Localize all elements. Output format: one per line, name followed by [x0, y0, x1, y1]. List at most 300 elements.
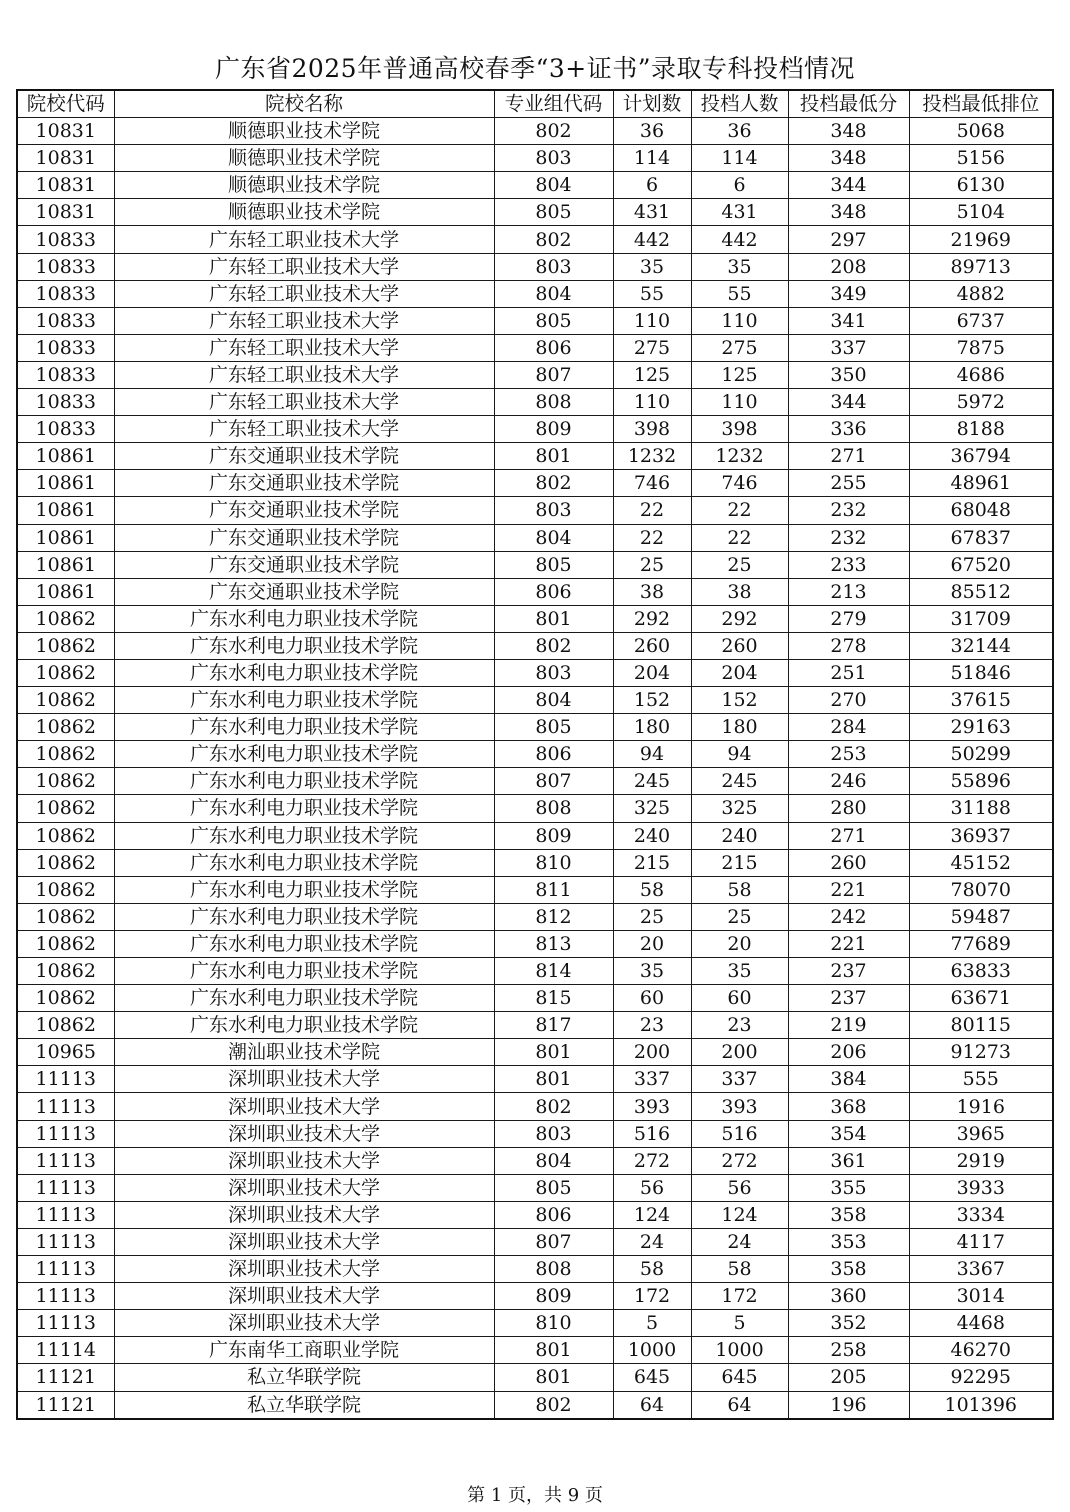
cell-admitted-count: 25 — [691, 551, 788, 578]
cell-school-name: 深圳职业技术大学 — [114, 1120, 494, 1147]
cell-school-code: 11113 — [17, 1283, 114, 1310]
cell-min-score: 353 — [788, 1228, 909, 1255]
cell-group-code: 803 — [494, 659, 613, 686]
cell-min-score: 196 — [788, 1391, 909, 1419]
cell-min-rank: 101396 — [909, 1391, 1053, 1419]
cell-min-score: 208 — [788, 253, 909, 280]
cell-min-rank: 45152 — [909, 849, 1053, 876]
cell-group-code: 811 — [494, 876, 613, 903]
cell-school-name: 广东水利电力职业技术学院 — [114, 768, 494, 795]
cell-plan-count: 645 — [613, 1364, 691, 1391]
cell-group-code: 809 — [494, 416, 613, 443]
cell-school-code: 10861 — [17, 470, 114, 497]
cell-min-score: 284 — [788, 714, 909, 741]
cell-admitted-count: 60 — [691, 985, 788, 1012]
table-row — [17, 822, 1053, 849]
cell-min-rank: 59487 — [909, 903, 1053, 930]
cell-group-code: 807 — [494, 1228, 613, 1255]
cell-min-score: 270 — [788, 687, 909, 714]
cell-school-name: 顺德职业技术学院 — [114, 199, 494, 226]
cell-plan-count: 200 — [613, 1039, 691, 1066]
table-row — [17, 1310, 1053, 1337]
cell-admitted-count: 645 — [691, 1364, 788, 1391]
cell-admitted-count: 25 — [691, 903, 788, 930]
cell-min-rank: 48961 — [909, 470, 1053, 497]
cell-school-code: 10862 — [17, 795, 114, 822]
cell-group-code: 804 — [494, 172, 613, 199]
cell-min-rank: 46270 — [909, 1337, 1053, 1364]
cell-group-code: 804 — [494, 687, 613, 714]
table-row — [17, 416, 1053, 443]
cell-group-code: 801 — [494, 1364, 613, 1391]
cell-min-rank: 51846 — [909, 659, 1053, 686]
cell-school-name: 顺德职业技术学院 — [114, 118, 494, 145]
cell-plan-count: 23 — [613, 1012, 691, 1039]
cell-admitted-count: 431 — [691, 199, 788, 226]
table-row — [17, 1120, 1053, 1147]
cell-school-code: 10861 — [17, 524, 114, 551]
table-row — [17, 172, 1053, 199]
cell-min-rank: 1916 — [909, 1093, 1053, 1120]
cell-group-code: 801 — [494, 1066, 613, 1093]
table-row — [17, 1147, 1053, 1174]
column-header-plan-count: 计划数 — [613, 90, 691, 118]
cell-group-code: 801 — [494, 443, 613, 470]
column-header-school-code: 院校代码 — [17, 90, 114, 118]
table-row — [17, 1337, 1053, 1364]
cell-min-score: 219 — [788, 1012, 909, 1039]
cell-plan-count: 240 — [613, 822, 691, 849]
cell-min-rank: 3014 — [909, 1283, 1053, 1310]
table-row — [17, 1256, 1053, 1283]
cell-group-code: 801 — [494, 1039, 613, 1066]
cell-min-rank: 37615 — [909, 687, 1053, 714]
cell-plan-count: 204 — [613, 659, 691, 686]
table-row — [17, 1283, 1053, 1310]
cell-plan-count: 110 — [613, 389, 691, 416]
cell-min-score: 350 — [788, 361, 909, 388]
cell-school-code: 10862 — [17, 849, 114, 876]
cell-plan-count: 393 — [613, 1093, 691, 1120]
cell-min-score: 206 — [788, 1039, 909, 1066]
table-row — [17, 1012, 1053, 1039]
cell-group-code: 801 — [494, 605, 613, 632]
cell-group-code: 805 — [494, 551, 613, 578]
cell-school-name: 广东交通职业技术学院 — [114, 443, 494, 470]
cell-min-rank: 36794 — [909, 443, 1053, 470]
cell-min-score: 341 — [788, 307, 909, 334]
cell-admitted-count: 240 — [691, 822, 788, 849]
cell-school-code: 11113 — [17, 1256, 114, 1283]
admissions-table — [16, 89, 1054, 1420]
cell-school-code: 11113 — [17, 1228, 114, 1255]
cell-school-name: 广东轻工职业技术大学 — [114, 361, 494, 388]
cell-school-code: 11121 — [17, 1391, 114, 1419]
cell-min-score: 271 — [788, 822, 909, 849]
cell-min-score: 344 — [788, 389, 909, 416]
cell-school-code: 10862 — [17, 822, 114, 849]
cell-min-score: 358 — [788, 1256, 909, 1283]
cell-min-rank: 36937 — [909, 822, 1053, 849]
cell-school-code: 11113 — [17, 1120, 114, 1147]
cell-school-code: 11113 — [17, 1310, 114, 1337]
cell-plan-count: 124 — [613, 1201, 691, 1228]
cell-school-name: 广东轻工职业技术大学 — [114, 280, 494, 307]
table-row — [17, 930, 1053, 957]
cell-group-code: 805 — [494, 1174, 613, 1201]
cell-min-rank: 21969 — [909, 226, 1053, 253]
cell-school-code: 10862 — [17, 768, 114, 795]
cell-min-score: 361 — [788, 1147, 909, 1174]
cell-admitted-count: 393 — [691, 1093, 788, 1120]
table-row — [17, 768, 1053, 795]
cell-school-code: 10862 — [17, 687, 114, 714]
cell-school-code: 10862 — [17, 659, 114, 686]
cell-school-code: 10862 — [17, 1012, 114, 1039]
cell-min-rank: 31709 — [909, 605, 1053, 632]
cell-school-code: 10862 — [17, 741, 114, 768]
cell-plan-count: 215 — [613, 849, 691, 876]
cell-group-code: 803 — [494, 145, 613, 172]
cell-school-code: 10831 — [17, 172, 114, 199]
table-row — [17, 1364, 1053, 1391]
cell-min-rank: 8188 — [909, 416, 1053, 443]
table-row — [17, 280, 1053, 307]
cell-school-name: 深圳职业技术大学 — [114, 1310, 494, 1337]
table-row — [17, 361, 1053, 388]
cell-school-name: 深圳职业技术大学 — [114, 1147, 494, 1174]
cell-school-name: 顺德职业技术学院 — [114, 172, 494, 199]
cell-plan-count: 22 — [613, 524, 691, 551]
cell-school-name: 广东水利电力职业技术学院 — [114, 958, 494, 985]
cell-plan-count: 442 — [613, 226, 691, 253]
table-row — [17, 876, 1053, 903]
cell-school-code: 10862 — [17, 930, 114, 957]
cell-admitted-count: 204 — [691, 659, 788, 686]
cell-min-rank: 5156 — [909, 145, 1053, 172]
cell-group-code: 813 — [494, 930, 613, 957]
cell-min-rank: 5068 — [909, 118, 1053, 145]
cell-group-code: 806 — [494, 1201, 613, 1228]
cell-group-code: 805 — [494, 307, 613, 334]
cell-admitted-count: 6 — [691, 172, 788, 199]
cell-min-rank: 63671 — [909, 985, 1053, 1012]
cell-school-code: 10861 — [17, 551, 114, 578]
cell-min-score: 344 — [788, 172, 909, 199]
column-header-min-rank: 投档最低排位 — [909, 90, 1053, 118]
cell-min-score: 348 — [788, 118, 909, 145]
cell-group-code: 802 — [494, 226, 613, 253]
cell-min-rank: 3965 — [909, 1120, 1053, 1147]
cell-min-score: 355 — [788, 1174, 909, 1201]
cell-group-code: 803 — [494, 497, 613, 524]
cell-school-name: 顺德职业技术学院 — [114, 145, 494, 172]
cell-plan-count: 292 — [613, 605, 691, 632]
column-header-group-code: 专业组代码 — [494, 90, 613, 118]
cell-school-code: 10862 — [17, 985, 114, 1012]
cell-admitted-count: 272 — [691, 1147, 788, 1174]
cell-group-code: 809 — [494, 822, 613, 849]
cell-min-score: 352 — [788, 1310, 909, 1337]
table-row — [17, 632, 1053, 659]
cell-min-score: 205 — [788, 1364, 909, 1391]
cell-school-name: 广东交通职业技术学院 — [114, 470, 494, 497]
cell-school-code: 10965 — [17, 1039, 114, 1066]
cell-min-score: 213 — [788, 578, 909, 605]
cell-school-name: 广东交通职业技术学院 — [114, 497, 494, 524]
cell-group-code: 803 — [494, 1120, 613, 1147]
table-row — [17, 741, 1053, 768]
cell-plan-count: 35 — [613, 958, 691, 985]
cell-min-score: 255 — [788, 470, 909, 497]
cell-admitted-count: 56 — [691, 1174, 788, 1201]
cell-school-code: 10862 — [17, 605, 114, 632]
cell-school-code: 10831 — [17, 145, 114, 172]
cell-school-code: 10833 — [17, 307, 114, 334]
cell-school-name: 广东轻工职业技术大学 — [114, 307, 494, 334]
cell-admitted-count: 22 — [691, 497, 788, 524]
cell-group-code: 802 — [494, 1093, 613, 1120]
cell-admitted-count: 24 — [691, 1228, 788, 1255]
cell-admitted-count: 58 — [691, 1256, 788, 1283]
cell-school-name: 广东水利电力职业技术学院 — [114, 930, 494, 957]
cell-admitted-count: 94 — [691, 741, 788, 768]
cell-school-code: 11113 — [17, 1174, 114, 1201]
cell-plan-count: 25 — [613, 903, 691, 930]
table-row — [17, 958, 1053, 985]
cell-min-rank: 4117 — [909, 1228, 1053, 1255]
cell-school-name: 深圳职业技术大学 — [114, 1201, 494, 1228]
cell-admitted-count: 398 — [691, 416, 788, 443]
cell-school-name: 广东水利电力职业技术学院 — [114, 985, 494, 1012]
table-row — [17, 795, 1053, 822]
cell-min-score: 232 — [788, 524, 909, 551]
cell-group-code: 817 — [494, 1012, 613, 1039]
cell-plan-count: 337 — [613, 1066, 691, 1093]
table-row — [17, 714, 1053, 741]
cell-group-code: 801 — [494, 1337, 613, 1364]
cell-school-code: 10862 — [17, 876, 114, 903]
cell-min-rank: 5972 — [909, 389, 1053, 416]
cell-school-name: 广东轻工职业技术大学 — [114, 334, 494, 361]
cell-plan-count: 272 — [613, 1147, 691, 1174]
cell-min-rank: 2919 — [909, 1147, 1053, 1174]
cell-admitted-count: 1000 — [691, 1337, 788, 1364]
cell-min-score: 348 — [788, 199, 909, 226]
table-row — [17, 253, 1053, 280]
table-row — [17, 307, 1053, 334]
cell-min-score: 233 — [788, 551, 909, 578]
cell-group-code: 802 — [494, 632, 613, 659]
cell-school-name: 广东轻工职业技术大学 — [114, 253, 494, 280]
cell-min-score: 297 — [788, 226, 909, 253]
cell-min-rank: 67520 — [909, 551, 1053, 578]
cell-school-name: 广东交通职业技术学院 — [114, 551, 494, 578]
cell-plan-count: 25 — [613, 551, 691, 578]
cell-plan-count: 58 — [613, 876, 691, 903]
cell-admitted-count: 38 — [691, 578, 788, 605]
cell-min-rank: 4882 — [909, 280, 1053, 307]
cell-school-code: 10861 — [17, 497, 114, 524]
cell-school-code: 10833 — [17, 253, 114, 280]
cell-min-rank: 3334 — [909, 1201, 1053, 1228]
table-row — [17, 1228, 1053, 1255]
cell-school-name: 广东交通职业技术学院 — [114, 578, 494, 605]
cell-group-code: 806 — [494, 578, 613, 605]
cell-school-name: 私立华联学院 — [114, 1364, 494, 1391]
cell-school-code: 10862 — [17, 714, 114, 741]
cell-min-score: 337 — [788, 334, 909, 361]
cell-group-code: 810 — [494, 1310, 613, 1337]
cell-plan-count: 125 — [613, 361, 691, 388]
cell-min-rank: 91273 — [909, 1039, 1053, 1066]
cell-min-score: 237 — [788, 985, 909, 1012]
cell-school-code: 10833 — [17, 226, 114, 253]
cell-plan-count: 180 — [613, 714, 691, 741]
cell-school-name: 广东轻工职业技术大学 — [114, 416, 494, 443]
table-row — [17, 334, 1053, 361]
cell-admitted-count: 260 — [691, 632, 788, 659]
cell-admitted-count: 325 — [691, 795, 788, 822]
cell-plan-count: 60 — [613, 985, 691, 1012]
cell-min-score: 368 — [788, 1093, 909, 1120]
cell-admitted-count: 110 — [691, 389, 788, 416]
table-row — [17, 1391, 1053, 1419]
cell-admitted-count: 516 — [691, 1120, 788, 1147]
cell-school-code: 10831 — [17, 199, 114, 226]
cell-school-code: 11121 — [17, 1364, 114, 1391]
column-header-school-name: 院校名称 — [114, 90, 494, 118]
cell-school-name: 深圳职业技术大学 — [114, 1283, 494, 1310]
cell-plan-count: 275 — [613, 334, 691, 361]
cell-plan-count: 516 — [613, 1120, 691, 1147]
cell-admitted-count: 245 — [691, 768, 788, 795]
cell-admitted-count: 5 — [691, 1310, 788, 1337]
cell-plan-count: 114 — [613, 145, 691, 172]
table-row — [17, 659, 1053, 686]
cell-plan-count: 20 — [613, 930, 691, 957]
cell-school-name: 深圳职业技术大学 — [114, 1093, 494, 1120]
table-row — [17, 551, 1053, 578]
cell-plan-count: 24 — [613, 1228, 691, 1255]
cell-group-code: 807 — [494, 768, 613, 795]
cell-min-rank: 67837 — [909, 524, 1053, 551]
cell-school-name: 广东水利电力职业技术学院 — [114, 632, 494, 659]
cell-admitted-count: 442 — [691, 226, 788, 253]
cell-min-score: 251 — [788, 659, 909, 686]
cell-admitted-count: 23 — [691, 1012, 788, 1039]
table-row — [17, 497, 1053, 524]
cell-admitted-count: 64 — [691, 1391, 788, 1419]
cell-admitted-count: 35 — [691, 958, 788, 985]
cell-min-rank: 6130 — [909, 172, 1053, 199]
cell-admitted-count: 58 — [691, 876, 788, 903]
column-header-min-score: 投档最低分 — [788, 90, 909, 118]
cell-plan-count: 38 — [613, 578, 691, 605]
cell-min-rank: 77689 — [909, 930, 1053, 957]
cell-plan-count: 260 — [613, 632, 691, 659]
cell-school-code: 10862 — [17, 958, 114, 985]
cell-min-rank: 555 — [909, 1066, 1053, 1093]
cell-admitted-count: 114 — [691, 145, 788, 172]
table-row — [17, 389, 1053, 416]
cell-plan-count: 5 — [613, 1310, 691, 1337]
cell-plan-count: 431 — [613, 199, 691, 226]
cell-min-rank: 4468 — [909, 1310, 1053, 1337]
cell-school-name: 广东轻工职业技术大学 — [114, 389, 494, 416]
table-row — [17, 226, 1053, 253]
cell-min-rank: 63833 — [909, 958, 1053, 985]
cell-min-score: 221 — [788, 930, 909, 957]
cell-admitted-count: 172 — [691, 1283, 788, 1310]
cell-school-name: 广东水利电力职业技术学院 — [114, 741, 494, 768]
cell-admitted-count: 275 — [691, 334, 788, 361]
cell-min-rank: 89713 — [909, 253, 1053, 280]
cell-min-score: 271 — [788, 443, 909, 470]
cell-admitted-count: 36 — [691, 118, 788, 145]
cell-admitted-count: 35 — [691, 253, 788, 280]
column-header-admitted-count: 投档人数 — [691, 90, 788, 118]
cell-group-code: 806 — [494, 741, 613, 768]
cell-plan-count: 746 — [613, 470, 691, 497]
cell-min-score: 232 — [788, 497, 909, 524]
cell-admitted-count: 22 — [691, 524, 788, 551]
cell-min-score: 253 — [788, 741, 909, 768]
cell-school-name: 广东水利电力职业技术学院 — [114, 876, 494, 903]
cell-min-rank: 5104 — [909, 199, 1053, 226]
cell-plan-count: 35 — [613, 253, 691, 280]
cell-group-code: 810 — [494, 849, 613, 876]
cell-school-name: 深圳职业技术大学 — [114, 1256, 494, 1283]
cell-min-rank: 29163 — [909, 714, 1053, 741]
cell-school-code: 10833 — [17, 334, 114, 361]
cell-school-name: 潮汕职业技术学院 — [114, 1039, 494, 1066]
cell-admitted-count: 110 — [691, 307, 788, 334]
cell-plan-count: 1232 — [613, 443, 691, 470]
cell-school-code: 10833 — [17, 389, 114, 416]
cell-school-name: 广东水利电力职业技术学院 — [114, 714, 494, 741]
cell-min-score: 246 — [788, 768, 909, 795]
cell-admitted-count: 124 — [691, 1201, 788, 1228]
cell-min-score: 278 — [788, 632, 909, 659]
cell-group-code: 802 — [494, 118, 613, 145]
cell-group-code: 815 — [494, 985, 613, 1012]
table-row — [17, 443, 1053, 470]
table-row — [17, 470, 1053, 497]
cell-min-score: 348 — [788, 145, 909, 172]
cell-admitted-count: 200 — [691, 1039, 788, 1066]
cell-min-score: 237 — [788, 958, 909, 985]
table-row — [17, 1174, 1053, 1201]
cell-school-name: 广东水利电力职业技术学院 — [114, 605, 494, 632]
cell-school-code: 11114 — [17, 1337, 114, 1364]
cell-min-rank: 78070 — [909, 876, 1053, 903]
cell-min-score: 260 — [788, 849, 909, 876]
cell-school-name: 广东水利电力职业技术学院 — [114, 659, 494, 686]
cell-plan-count: 152 — [613, 687, 691, 714]
cell-school-name: 广东南华工商职业学院 — [114, 1337, 494, 1364]
cell-group-code: 808 — [494, 795, 613, 822]
cell-min-rank: 85512 — [909, 578, 1053, 605]
cell-school-name: 广东水利电力职业技术学院 — [114, 687, 494, 714]
cell-min-score: 384 — [788, 1066, 909, 1093]
cell-school-name: 私立华联学院 — [114, 1391, 494, 1419]
cell-group-code: 808 — [494, 1256, 613, 1283]
cell-plan-count: 110 — [613, 307, 691, 334]
cell-min-score: 336 — [788, 416, 909, 443]
cell-min-score: 354 — [788, 1120, 909, 1147]
cell-plan-count: 172 — [613, 1283, 691, 1310]
